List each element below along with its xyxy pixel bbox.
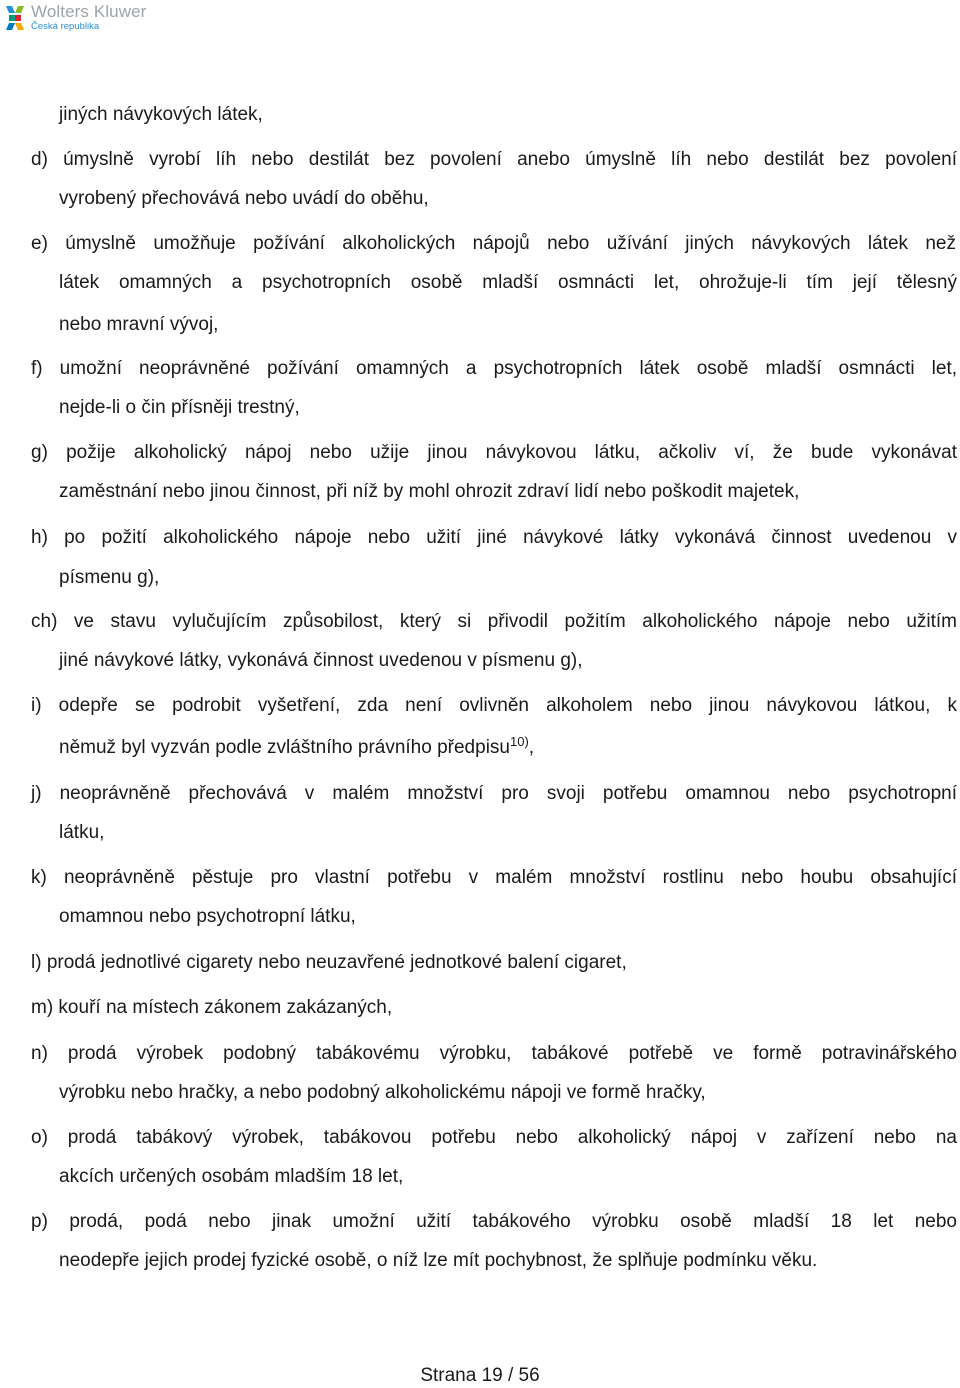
- text-line: akcích určených osobám mladším 18 let,: [59, 1166, 404, 1187]
- text-line: m) kouří na místech zákonem zakázaných,: [31, 997, 393, 1018]
- text-line: omamnou nebo psychotropní látku,: [59, 906, 356, 927]
- text-line: o) prodá tabákový výrobek, tabákovou potřebu nebo alkoholický nápoj v zařízení nebo na: [31, 1127, 957, 1148]
- text-line: p) prodá, podá nebo jinak umožní užití tabákového výrobku osobě mladší 18 let nebo: [31, 1211, 957, 1232]
- text-line: nejde-li o čin přísněji trestný,: [59, 397, 300, 418]
- text-line: i) odepře se podrobit vyšetření, zda není ovlivněn alkoholem nebo jinou návykovou látkou, k: [31, 695, 957, 716]
- text-line: jiných návykových látek,: [59, 104, 263, 125]
- text-line: látek omamných a psychotropních osobě mladší osmnácti let, ohrožuje-li tím její tělesný: [59, 272, 957, 293]
- text-line: ch) ve stavu vylučujícím způsobilost, který si přivodil požitím alkoholického nápoje nebo užitím: [31, 611, 957, 632]
- text-line: jiné návykové látky, vykonává činnost uvedenou v písmenu g),: [59, 650, 583, 671]
- brand-subtitle: Česká republika: [31, 21, 100, 32]
- text-line: j) neoprávněně přechovává v malém množství pro svoji potřebu omamnou nebo psychotropní: [31, 783, 957, 804]
- page-number: Strana 19 / 56: [420, 1365, 540, 1386]
- wolters-kluwer-logo-icon: [4, 4, 26, 32]
- brand-name: Wolters Kluwer: [31, 2, 147, 21]
- text-line: písmenu g),: [59, 567, 160, 588]
- text-segment: němuž byl vyzván podle zvláštního právního předpisu: [59, 737, 510, 758]
- text-line: vyrobený přechovává nebo uvádí do oběhu,: [59, 188, 429, 209]
- text-line: f) umožní neoprávněné požívání omamných a psychotropních látek osobě mladší osmnácti let,: [31, 358, 957, 379]
- text-segment: ,: [528, 737, 535, 758]
- publisher-logo: [4, 3, 146, 35]
- text-line: e) úmyslně umožňuje požívání alkoholických nápojů nebo užívání jiných návykových látek než: [31, 233, 956, 254]
- text-line: zaměstnání nebo jinou činnost, při níž by mohl ohrozit zdraví lidí nebo poškodit majetek,: [59, 481, 800, 502]
- footnote-reference[interactable]: 10): [509, 734, 529, 749]
- text-line: n) prodá výrobek podobný tabákovému výrobku, tabákové potřebě ve formě potravinářského: [31, 1043, 957, 1064]
- text-line: neodepře jejich prodej fyzické osobě, o níž lze mít pochybnost, že splňuje podmínku věku.: [59, 1250, 818, 1271]
- text-line: g) požije alkoholický nápoj nebo užije jinou návykovou látku, ačkoliv ví, že bude vykonávat: [31, 442, 957, 463]
- text-line: h) po požití alkoholického nápoje nebo užití jiné návykové látky vykonává činnost uvedenou v: [31, 527, 957, 548]
- text-line: nebo mravní vývoj,: [59, 314, 219, 335]
- text-line: d) úmyslně vyrobí líh nebo destilát bez povolení anebo úmyslně líh nebo destilát bez povolení: [31, 149, 957, 170]
- text-line: látku,: [59, 822, 105, 843]
- text-line: výrobku nebo hračky, a nebo podobný alkoholickému nápoji ve formě hračky,: [59, 1082, 706, 1103]
- text-line: l) prodá jednotlivé cigarety nebo neuzavřené jednotkové balení cigaret,: [31, 952, 627, 973]
- text-line-with-footnote: [59, 736, 960, 760]
- text-line: k) neoprávněně pěstuje pro vlastní potřebu v malém množství rostlinu nebo houbu obsahující: [31, 867, 957, 888]
